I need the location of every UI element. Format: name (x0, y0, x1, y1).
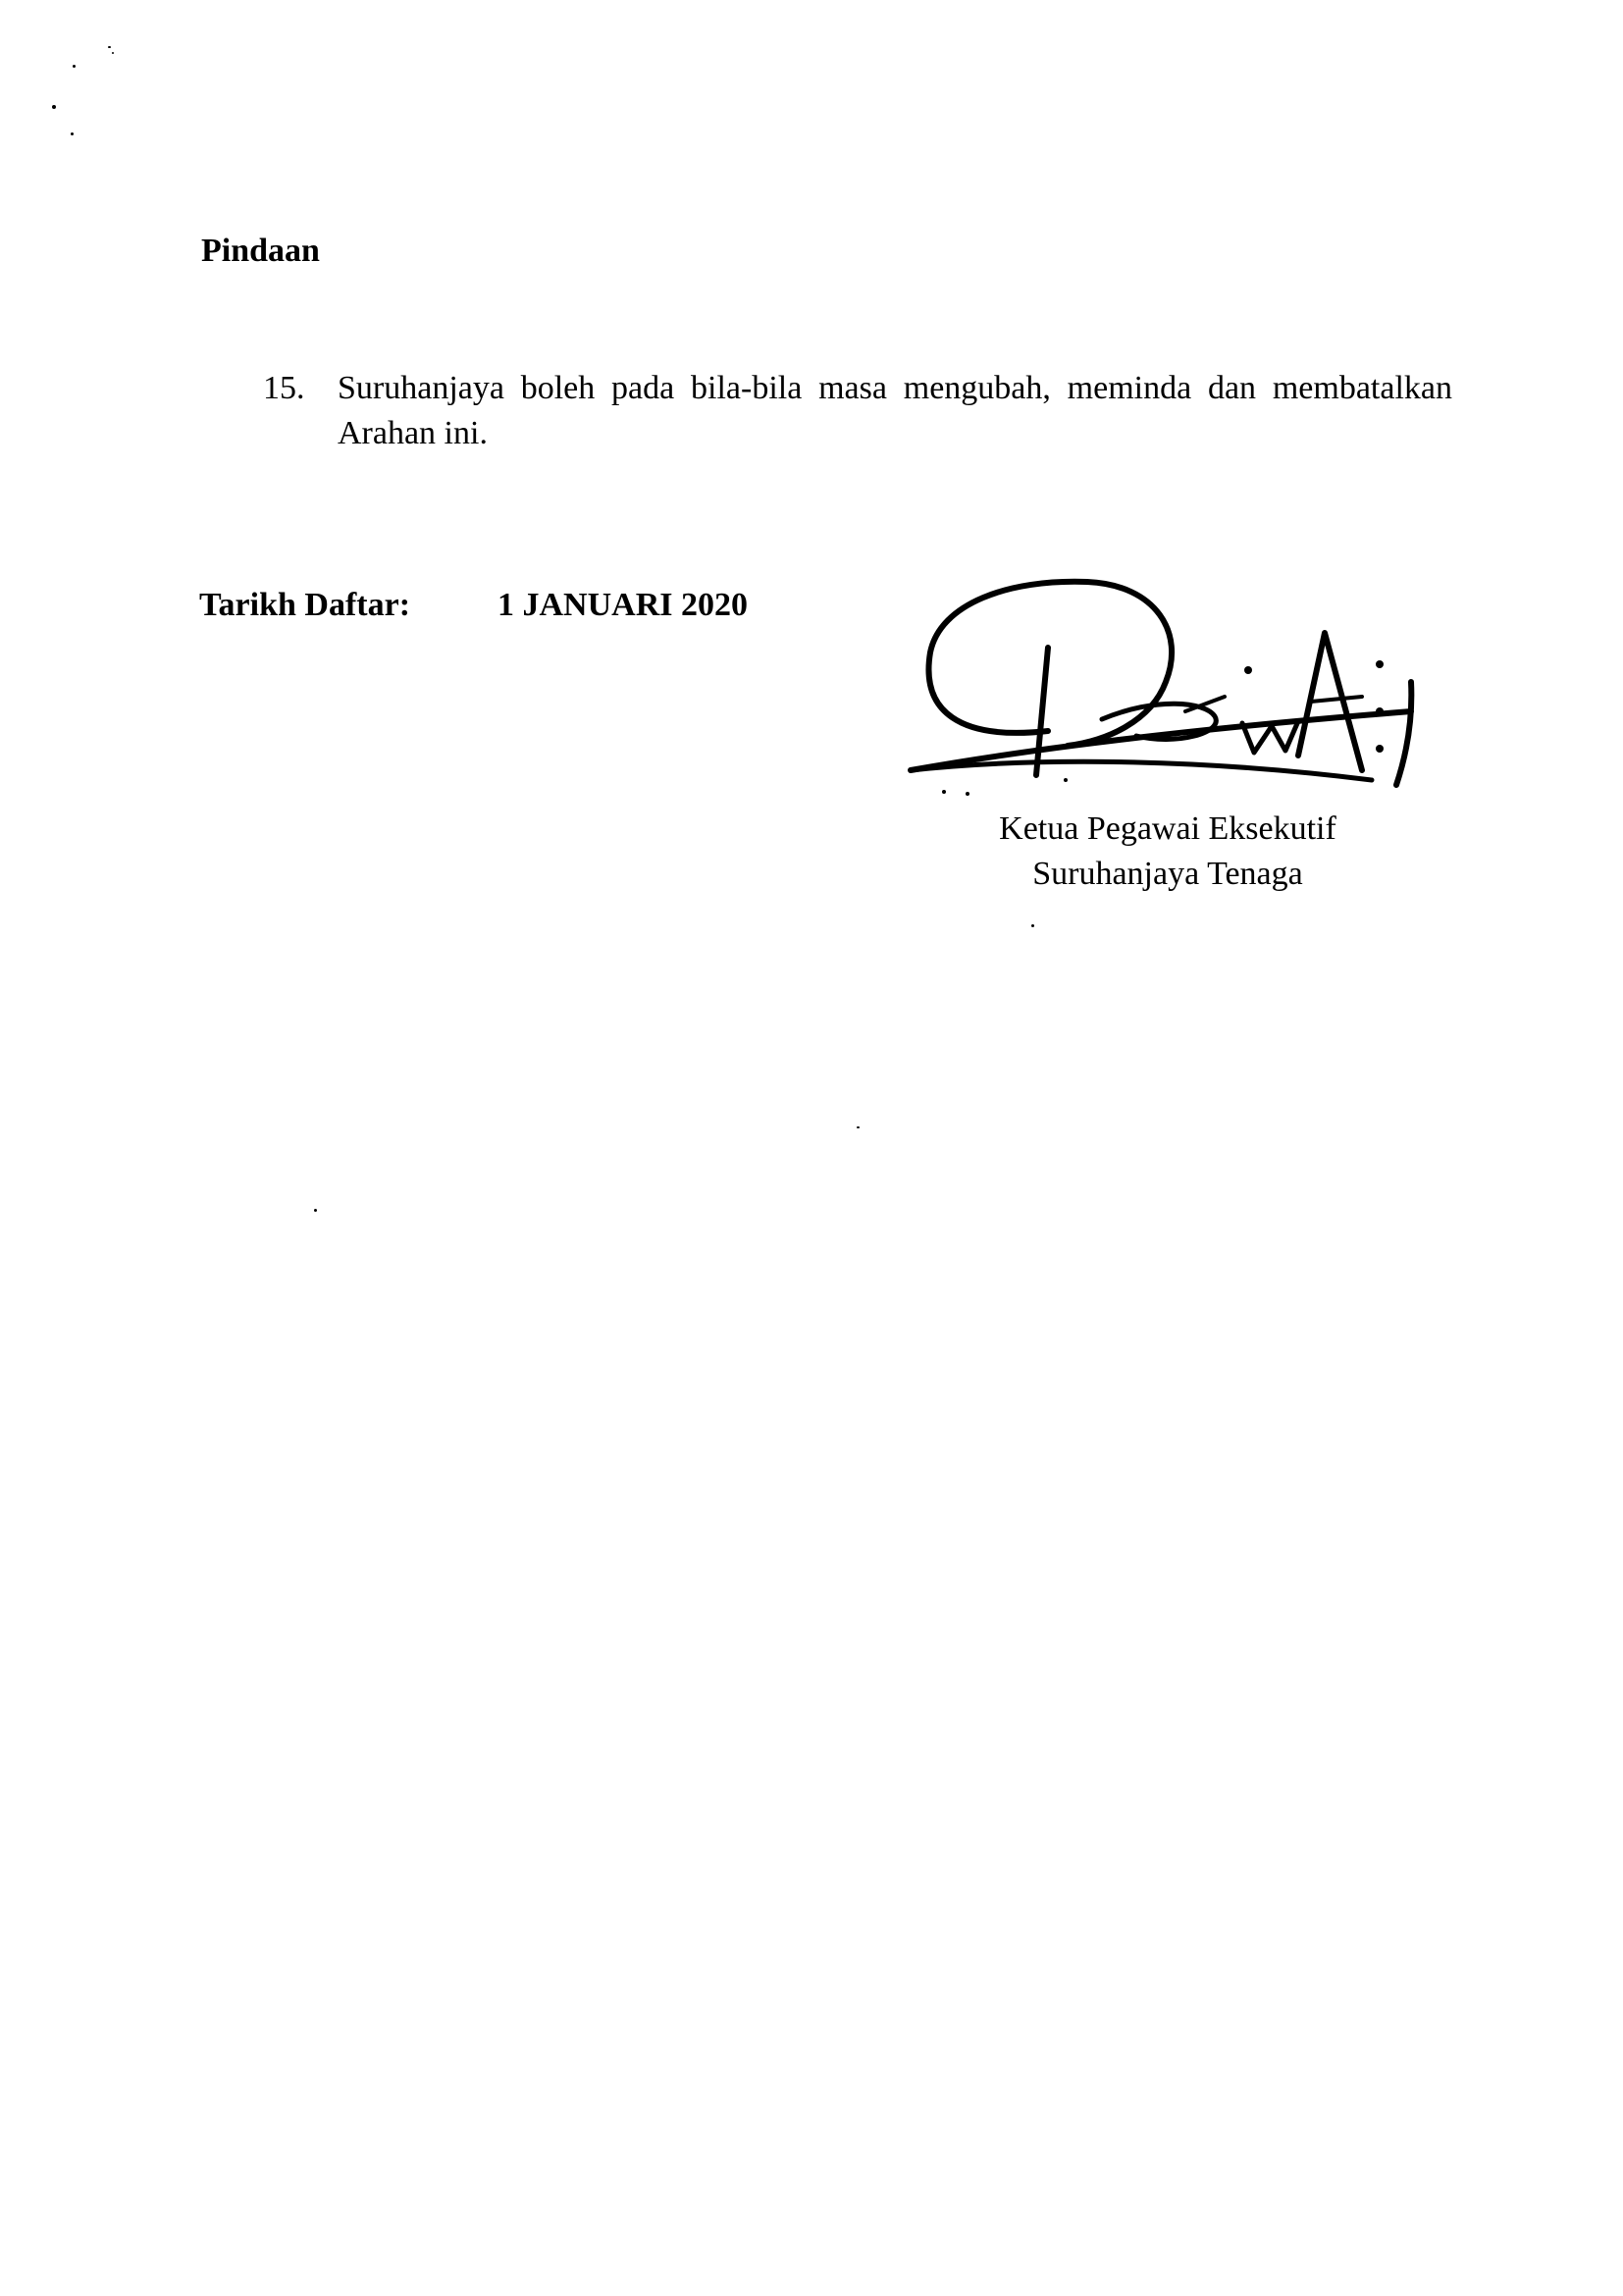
scan-speck (73, 65, 76, 68)
handwritten-signature (901, 574, 1450, 800)
registration-date-value: 1 JANUARI 2020 (497, 587, 748, 623)
scan-speck (52, 105, 56, 109)
scan-speck (314, 1209, 317, 1212)
signatory-block (942, 807, 1393, 897)
signatory-organization: Suruhanjaya Tenaga (1032, 856, 1303, 892)
scan-speck (108, 46, 111, 48)
registration-date-label: Tarikh Daftar: (199, 587, 411, 623)
clause-15 (263, 366, 1452, 456)
clause-text: Suruhanjaya boleh pada bila-bila masa mengubah, meminda dan membatalkan Arahan ini. (338, 370, 1452, 451)
signatory-title: Ketua Pegawai Eksekutif (999, 810, 1336, 847)
scan-speck (112, 52, 114, 54)
clause-number: 15. (263, 370, 305, 406)
registration-date-row (199, 586, 748, 625)
scan-speck (71, 132, 74, 135)
section-heading: Pindaan (201, 233, 320, 269)
scan-speck (1031, 924, 1034, 927)
scan-speck (857, 1126, 860, 1128)
